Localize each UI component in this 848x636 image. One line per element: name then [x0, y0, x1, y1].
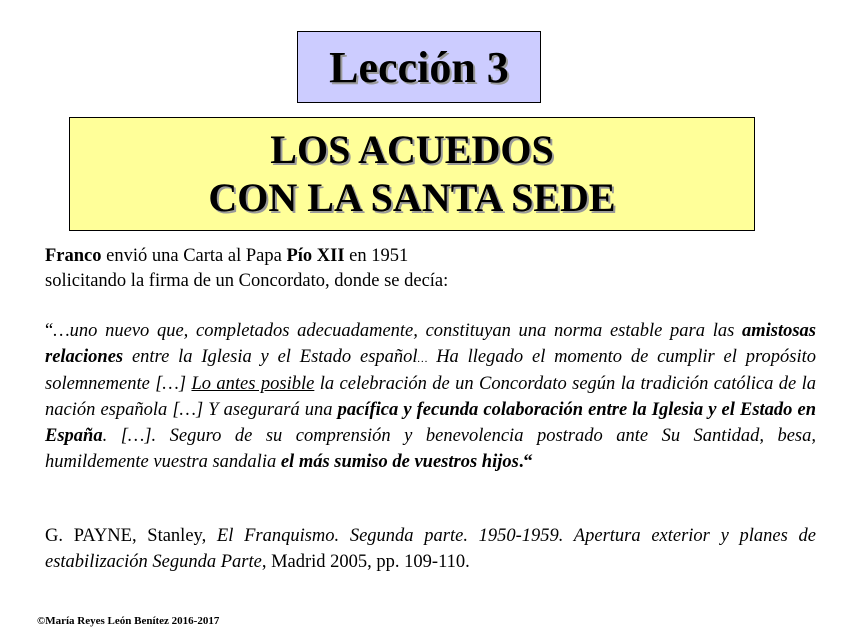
reference-author: G. PAYNE, Stanley, — [45, 526, 217, 546]
intro-text-1: envió una Carta al Papa — [101, 246, 287, 266]
quote-part-1: …uno nuevo que, completados adecuadamente, constituyan una norma estable para las — [53, 321, 742, 341]
intro-pope: Pío XII — [286, 246, 345, 266]
intro-text-2: en 1951 — [344, 246, 409, 266]
slide-title — [69, 117, 755, 231]
lesson-label: Lección 3 — [297, 31, 541, 103]
quote-bold-2: pacífica y fecunda colaboración entre la Iglesia y el Estado en España — [45, 400, 816, 446]
quote-part-2: entre la Iglesia y el Estado español — [123, 346, 418, 367]
quote-bold-3: el más sumiso de vuestros hijos — [280, 451, 519, 472]
reference-paragraph — [45, 523, 816, 575]
quote-part-5: . […]. Seguro de su comprensión y benevolencia postrado ante Su Santidad, besa, humildemente vuestra sandalia — [45, 425, 816, 472]
intro-paragraph — [45, 244, 805, 294]
quote-open: “ — [45, 321, 54, 341]
quote-close: .“ — [518, 451, 533, 472]
title-line-2: CON LA SANTA SEDE — [208, 175, 616, 220]
copyright-note: ©María Reyes León Benítez 2016-2017 — [37, 615, 220, 627]
quote-paragraph — [45, 319, 816, 475]
title-line-1: LOS ACUEDOS — [270, 127, 554, 172]
quote-dots: … — [417, 352, 428, 365]
quote-bold-1: amistosas relaciones — [45, 321, 816, 367]
intro-franco: Franco — [45, 246, 102, 266]
intro-text-3: solicitando la firma de un Concordato, donde se decía: — [45, 271, 449, 291]
reference-work: El Franquismo. Segunda parte. 1950-1959. Apertura exterior y planes de estabilización Segunda Parte — [45, 526, 816, 572]
reference-rest: , Madrid 2005, pp. 109-110. — [261, 552, 470, 572]
quote-underline: Lo antes posible — [191, 374, 315, 395]
quote-part-4: la celebración de un Concordato según la tradición católica de la nación española […] Y asegurará una — [45, 374, 817, 421]
quote-part-3: Ha llegado el momento de cumplir el propósito solemnemente […] — [45, 346, 816, 395]
